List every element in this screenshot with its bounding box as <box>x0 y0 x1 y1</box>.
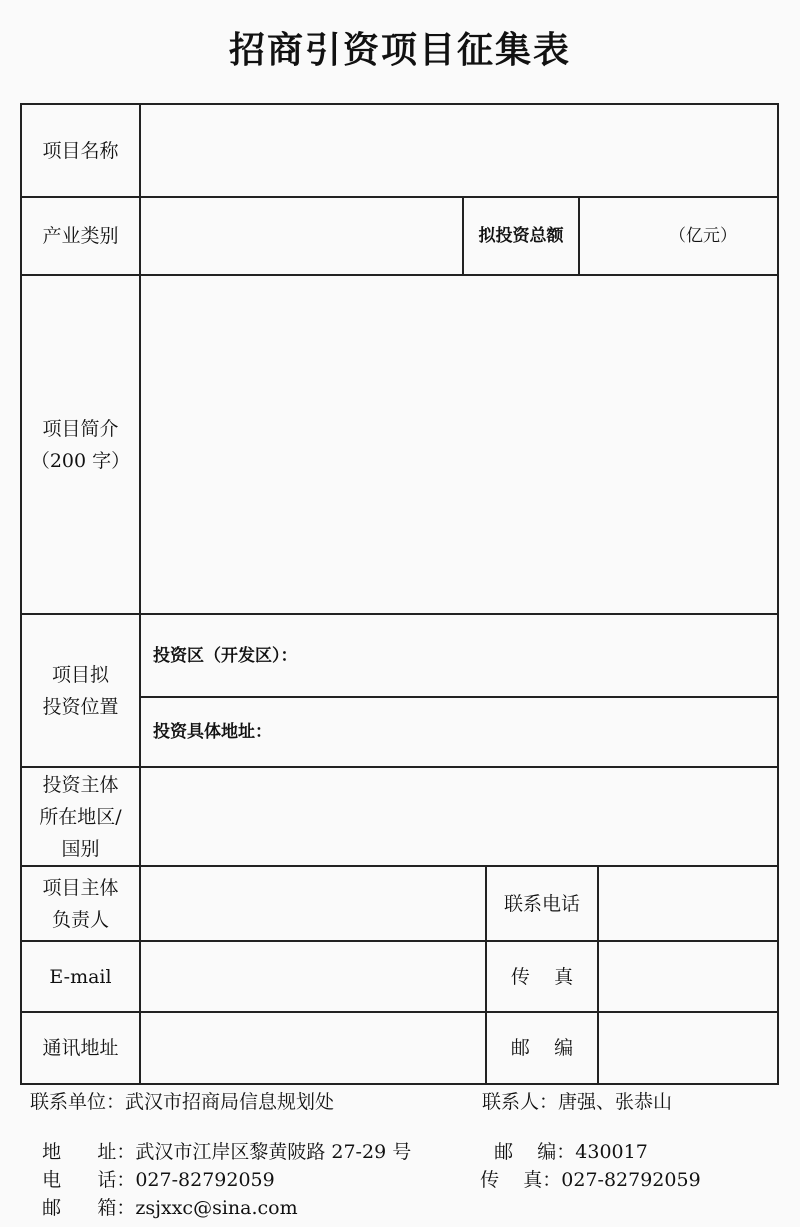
investor-region-label-line1: 投资主体 <box>42 773 119 796</box>
industry-field[interactable] <box>141 198 462 274</box>
investment-total-label: 拟投资总额 <box>478 226 564 246</box>
contact-phone-value: 027-82792059 <box>135 1169 275 1191</box>
project-name-field[interactable] <box>141 105 777 196</box>
investor-region-label <box>22 768 139 865</box>
contact-fax <box>468 1143 701 1192</box>
contact-email <box>30 1171 298 1220</box>
project-intro-field[interactable] <box>141 276 777 613</box>
contact-person-key: 联系人： <box>482 1091 559 1113</box>
contact-postcode-value: 430017 <box>575 1141 648 1163</box>
phone-label: 联系电话 <box>503 892 580 915</box>
project-intro-label-line1: 项目简介 <box>42 417 119 440</box>
investor-region-label-line3: 国别 <box>61 837 100 860</box>
investment-address-field[interactable]: 投资具体地址： <box>153 722 272 742</box>
contact-unit-key: 联系单位： <box>30 1091 126 1113</box>
project-owner-field[interactable] <box>141 867 485 940</box>
comm-address-label: 通讯地址 <box>42 1037 119 1059</box>
contact-fax-value: 027-82792059 <box>561 1169 701 1191</box>
contact-unit <box>30 1087 334 1114</box>
postcode-field[interactable] <box>599 1013 777 1083</box>
project-owner-label-line1: 项目主体 <box>42 876 119 899</box>
postcode-label: 邮 编 <box>510 1037 574 1059</box>
industry-label: 产业类别 <box>42 225 119 247</box>
contact-email-key: 邮 箱： <box>42 1197 136 1219</box>
project-owner-label-line2: 负责人 <box>51 908 109 931</box>
contact-email-value[interactable]: zsjxxc@sina.com <box>135 1197 298 1219</box>
contact-fax-key: 传 真： <box>480 1169 562 1191</box>
contact-unit-value: 武汉市招商局信息规划处 <box>125 1091 335 1113</box>
investment-location-label-line2: 投资位置 <box>42 695 119 718</box>
project-owner-label <box>22 867 139 940</box>
email-field[interactable] <box>141 942 485 1011</box>
contact-phone-key: 电 话： <box>42 1169 136 1191</box>
contact-postcode-key: 邮 编： <box>494 1141 576 1163</box>
comm-address-field[interactable] <box>141 1013 485 1083</box>
contact-address-key: 地 址： <box>42 1141 136 1163</box>
investor-region-field[interactable] <box>141 768 777 865</box>
investment-total-field[interactable]: （亿元） <box>669 226 737 246</box>
investment-zone-field[interactable]: 投资区（开发区）： <box>153 645 298 666</box>
fax-label: 传 真 <box>510 965 574 988</box>
phone-field[interactable] <box>599 867 777 940</box>
form-title: 招商引资项目征集表 <box>228 30 571 71</box>
investor-region-label-line2: 所在地区/ <box>39 805 122 828</box>
contact-address-value: 武汉市江岸区黎黄陂路 27-29 号 <box>135 1141 412 1163</box>
project-name-label: 项目名称 <box>42 139 119 162</box>
email-label: E-mail <box>49 965 112 988</box>
contact-person-value: 唐强、张恭山 <box>558 1091 673 1113</box>
contact-person <box>482 1087 672 1114</box>
fax-field[interactable] <box>599 942 777 1011</box>
project-intro-label-line2: （200 字） <box>30 449 131 472</box>
project-intro-label <box>22 276 139 613</box>
investment-location-label <box>22 615 139 766</box>
investment-location-label-line1: 项目拟 <box>51 663 109 686</box>
